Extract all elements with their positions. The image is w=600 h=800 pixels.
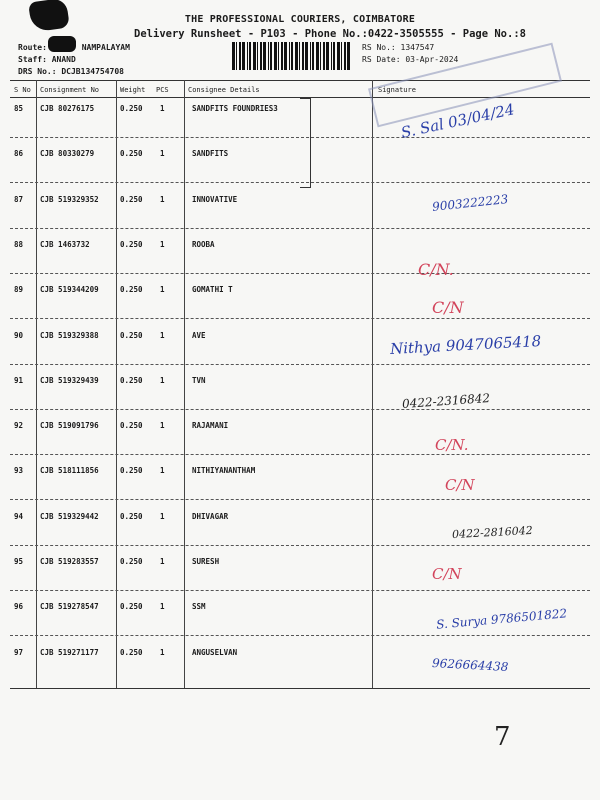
row-sno: 93 — [14, 466, 24, 475]
row-pcs: 1 — [160, 331, 165, 340]
signature-87: 9003222223 — [431, 192, 509, 214]
bracket-mark — [300, 98, 311, 188]
row-pcs: 1 — [160, 421, 165, 430]
route-line: Route: NAMPALAYAM — [18, 43, 130, 52]
row-pcs: 1 — [160, 104, 165, 113]
row-sno: 95 — [14, 557, 24, 566]
signature-90: Nithya 9047065418 — [389, 332, 542, 358]
row-consignment-no: CJB 518111856 — [40, 466, 99, 475]
row-weight: 0.250 — [120, 557, 143, 566]
signature-97: 9626664438 — [431, 656, 509, 674]
table-row — [10, 240, 590, 285]
handwritten-page-number: 7 — [494, 722, 511, 752]
row-consignment-no: CJB 519271177 — [40, 648, 99, 657]
table-row — [10, 421, 590, 466]
drs-value: DCJB134754708 — [61, 67, 124, 76]
signature-91: 0422-2316842 — [401, 390, 491, 412]
row-divider — [10, 364, 590, 365]
signature-93: C/N — [445, 476, 475, 494]
row-consignee: INNOVATIVE — [192, 195, 238, 204]
document-subtitle: Delivery Runsheet - P103 - Phone No.:0422-3505555 - Page No.:8 — [134, 28, 526, 40]
signature-85: S. Sal 03/04/24 — [399, 100, 517, 142]
row-consignee: SANDFITS FOUNDRIES3 — [192, 104, 278, 113]
row-weight: 0.250 — [120, 149, 143, 158]
row-pcs: 1 — [160, 376, 165, 385]
row-pcs: 1 — [160, 195, 165, 204]
row-divider — [10, 273, 590, 274]
col-header-signature: Signature — [378, 86, 416, 94]
table-bottom-rule — [10, 688, 590, 689]
row-consignee: TVN — [192, 376, 206, 385]
signature-89: C/N — [432, 298, 464, 317]
table-row — [10, 557, 590, 602]
row-consignee: RAJAMANI — [192, 421, 229, 430]
staff-value: ANAND — [51, 55, 76, 64]
row-sno: 85 — [14, 104, 24, 113]
row-sno: 90 — [14, 331, 24, 340]
row-sno: 91 — [14, 376, 24, 385]
row-consignee: SSM — [192, 602, 206, 611]
row-pcs: 1 — [160, 466, 165, 475]
row-pcs: 1 — [160, 602, 165, 611]
row-weight: 0.250 — [120, 104, 143, 113]
row-consignee: NITHIYANANTHAM — [192, 466, 256, 475]
col-header-consignee: Consignee Details — [188, 86, 260, 94]
row-consignee: SURESH — [192, 557, 220, 566]
table-row — [10, 285, 590, 330]
col-header-pcs: PCS — [156, 86, 169, 94]
row-consignment-no: CJB 519329439 — [40, 376, 99, 385]
signature-92: C/N. — [435, 436, 469, 454]
row-divider — [10, 545, 590, 546]
row-sno: 86 — [14, 149, 24, 158]
row-consignee: ROOBA — [192, 240, 215, 249]
signature-94: 0422-2816042 — [451, 523, 533, 542]
col-header-consignment: Consignment No — [40, 86, 100, 94]
row-weight: 0.250 — [120, 512, 143, 521]
col-header-sno: S No — [14, 86, 31, 94]
row-consignment-no: CJB 519329352 — [40, 195, 99, 204]
drs-line: DRS No.: DCJB134754708 — [18, 67, 124, 76]
barcode — [232, 42, 354, 70]
row-consignment-no: CJB 519278547 — [40, 602, 99, 611]
row-sno: 96 — [14, 602, 24, 611]
row-weight: 0.250 — [120, 466, 143, 475]
row-sno: 94 — [14, 512, 24, 521]
row-consignment-no: CJB 519091796 — [40, 421, 99, 430]
row-weight: 0.250 — [120, 602, 143, 611]
row-sno: 97 — [14, 648, 24, 657]
row-divider — [10, 590, 590, 591]
row-consignment-no: CJB 80276175 — [40, 104, 95, 113]
row-consignee: DHIVAGAR — [192, 512, 229, 521]
row-consignment-no: CJB 519283557 — [40, 557, 99, 566]
row-pcs: 1 — [160, 648, 165, 657]
row-sno: 88 — [14, 240, 24, 249]
col-header-weight: Weight — [120, 86, 146, 94]
row-pcs: 1 — [160, 512, 165, 521]
row-consignment-no: CJB 519329442 — [40, 512, 99, 521]
rs-number: RS No.: 1347547 — [362, 43, 435, 52]
row-weight: 0.250 — [120, 376, 143, 385]
row-sno: 92 — [14, 421, 24, 430]
row-pcs: 1 — [160, 149, 165, 158]
row-divider — [10, 409, 590, 410]
row-pcs: 1 — [160, 557, 165, 566]
row-consignment-no: CJB 519344209 — [40, 285, 99, 294]
row-consignee: ANGUSELVAN — [192, 648, 238, 657]
row-weight: 0.250 — [120, 195, 143, 204]
row-weight: 0.250 — [120, 285, 143, 294]
row-weight: 0.250 — [120, 648, 143, 657]
row-consignment-no: CJB 80330279 — [40, 149, 95, 158]
row-consignment-no: CJB 1463732 — [40, 240, 90, 249]
row-weight: 0.250 — [120, 331, 143, 340]
staff-line: Staff: ANAND — [18, 55, 76, 64]
row-pcs: 1 — [160, 285, 165, 294]
row-divider — [10, 635, 590, 636]
row-divider — [10, 228, 590, 229]
table-row — [10, 466, 590, 511]
document-title: THE PROFESSIONAL COURIERS, COIMBATORE — [184, 14, 416, 25]
row-pcs: 1 — [160, 240, 165, 249]
row-consignee: GOMATHI T — [192, 285, 233, 294]
signature-96: S. Surya 9786501822 — [435, 606, 568, 632]
row-consignee: AVE — [192, 331, 206, 340]
signature-95: C/N — [432, 565, 462, 583]
row-divider — [10, 318, 590, 319]
row-sno: 87 — [14, 195, 24, 204]
row-consignee: SANDFITS — [192, 149, 229, 158]
signature-88: C/N. — [418, 260, 454, 279]
rs-date: RS Date: 03-Apr-2024 — [362, 55, 459, 64]
row-consignment-no: CJB 519329388 — [40, 331, 99, 340]
row-divider — [10, 454, 590, 455]
row-weight: 0.250 — [120, 240, 143, 249]
route-value: NAMPALAYAM — [81, 43, 130, 52]
table-row — [10, 376, 590, 421]
row-sno: 89 — [14, 285, 24, 294]
row-weight: 0.250 — [120, 421, 143, 430]
row-divider — [10, 499, 590, 500]
